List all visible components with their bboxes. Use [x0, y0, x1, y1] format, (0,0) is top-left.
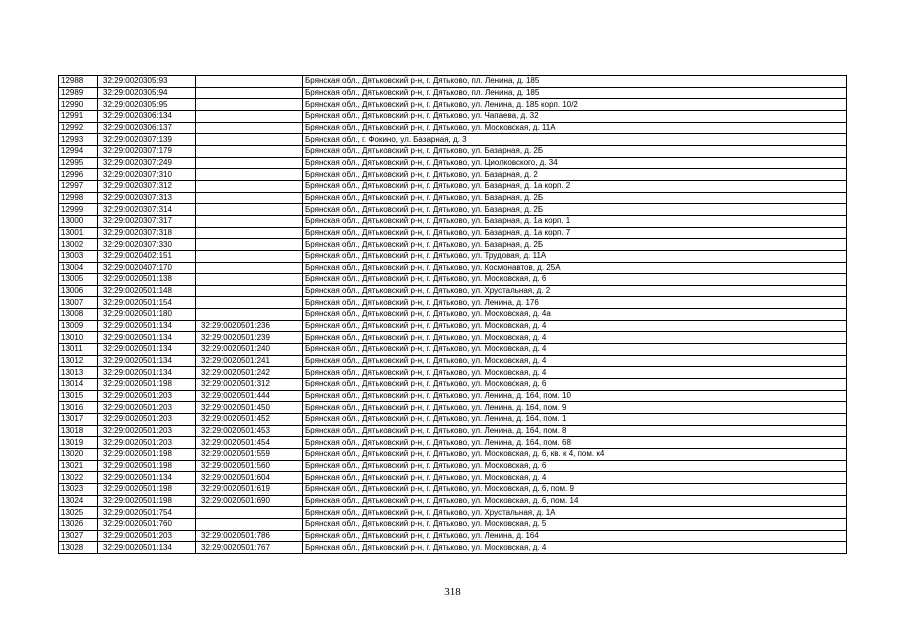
cadastral-table — [58, 75, 847, 554]
parent-cadastral-number-cell — [196, 122, 303, 134]
address-cell: Брянская обл., Дятьковский р-н, г. Дятьково, ул. Московская, д. 6 — [303, 274, 847, 286]
table-row — [59, 134, 847, 146]
table-row — [59, 460, 847, 472]
address-cell: Брянская обл., Дятьковский р-н, г. Дятьково, ул. Циолковского, д. 34 — [303, 157, 847, 169]
cadastral-number-cell: 32:29:0020501:203 — [98, 390, 196, 402]
row-number-cell: 13009 — [59, 320, 98, 332]
cadastral-number-cell: 32:29:0020501:134 — [98, 472, 196, 484]
cadastral-number-cell: 32:29:0020501:203 — [98, 437, 196, 449]
table-row — [59, 227, 847, 239]
cadastral-number-cell: 32:29:0020402:151 — [98, 250, 196, 262]
table-row — [59, 495, 847, 507]
address-cell: Брянская обл., Дятьковский р-н, г. Дятьково, ул. Базарная, д. 1а корп. 7 — [303, 227, 847, 239]
address-cell: Брянская обл., Дятьковский р-н, г. Дятьково, ул. Московская, д. 4 — [303, 320, 847, 332]
table-row — [59, 274, 847, 286]
cadastral-number-cell: 32:29:0020501:134 — [98, 320, 196, 332]
parent-cadastral-number-cell — [196, 192, 303, 204]
table-row — [59, 297, 847, 309]
table-row — [59, 169, 847, 181]
row-number-cell: 12997 — [59, 180, 98, 192]
table-row — [59, 507, 847, 519]
table-row — [59, 157, 847, 169]
parent-cadastral-number-cell — [196, 239, 303, 251]
cadastral-number-cell: 32:29:0020307:314 — [98, 204, 196, 216]
cadastral-number-cell: 32:29:0020307:310 — [98, 169, 196, 181]
cadastral-number-cell: 32:29:0020307:139 — [98, 134, 196, 146]
table-row — [59, 379, 847, 391]
table-row — [59, 204, 847, 216]
cadastral-number-cell: 32:29:0020501:154 — [98, 297, 196, 309]
cadastral-number-cell: 32:29:0020501:134 — [98, 332, 196, 344]
cadastral-number-cell: 32:29:0020501:134 — [98, 542, 196, 554]
parent-cadastral-number-cell — [196, 518, 303, 530]
address-cell: Брянская обл., Дятьковский р-н, г. Дятьково, ул. Ленина, д. 164, пом. 9 — [303, 402, 847, 414]
address-cell: Брянская обл., Дятьковский р-н, г. Дятьково, ул. Ленина, д. 164 — [303, 530, 847, 542]
parent-cadastral-number-cell: 32:29:0020501:239 — [196, 332, 303, 344]
address-cell: Брянская обл., Дятьковский р-н, г. Дятьково, ул. Базарная, д. 2Б — [303, 204, 847, 216]
address-cell: Брянская обл., Дятьковский р-н, г. Дятьково, ул. Базарная, д. 2Б — [303, 192, 847, 204]
parent-cadastral-number-cell: 32:29:0020501:767 — [196, 542, 303, 554]
row-number-cell: 13011 — [59, 344, 98, 356]
address-cell: Брянская обл., Дятьковский р-н, г. Дятьково, ул. Ленина, д. 185 корп. 10/2 — [303, 99, 847, 111]
address-cell: Брянская обл., Дятьковский р-н, г. Дятьково, ул. Московская, д. 4а — [303, 309, 847, 321]
address-cell: Брянская обл., Дятьковский р-н, г. Дятьково, ул. Московская, д. 6, пом. 9 — [303, 483, 847, 495]
row-number-cell: 12996 — [59, 169, 98, 181]
parent-cadastral-number-cell: 32:29:0020501:242 — [196, 367, 303, 379]
table-row — [59, 239, 847, 251]
row-number-cell: 12999 — [59, 204, 98, 216]
parent-cadastral-number-cell: 32:29:0020501:452 — [196, 414, 303, 426]
parent-cadastral-number-cell — [196, 227, 303, 239]
cadastral-number-cell: 32:29:0020305:93 — [98, 76, 196, 88]
address-cell: Брянская обл., Дятьковский р-н, г. Дятьково, ул. Московская, д. 6, кв. к 4, пом. к4 — [303, 449, 847, 461]
address-cell: Брянская обл., Дятьковский р-н, г. Дятьково, ул. Московская, д. 4 — [303, 355, 847, 367]
address-cell: Брянская обл., Дятьковский р-н, г. Дятьково, ул. Чапаева, д. 32 — [303, 110, 847, 122]
table-row — [59, 367, 847, 379]
table-row — [59, 285, 847, 297]
cadastral-number-cell: 32:29:0020501:148 — [98, 285, 196, 297]
cadastral-number-cell: 32:29:0020501:754 — [98, 507, 196, 519]
row-number-cell: 13027 — [59, 530, 98, 542]
row-number-cell: 13025 — [59, 507, 98, 519]
address-cell: Брянская обл., Дятьковский р-н, г. Дятьково, ул. Ленина, д. 164, пом. 8 — [303, 425, 847, 437]
address-cell: Брянская обл., Дятьковский р-н, г. Дятьково, ул. Базарная, д. 2Б — [303, 239, 847, 251]
parent-cadastral-number-cell — [196, 110, 303, 122]
cadastral-number-cell: 32:29:0020307:313 — [98, 192, 196, 204]
address-cell: Брянская обл., Дятьковский р-н, г. Дятьково, ул. Хрустальная, д. 1А — [303, 507, 847, 519]
row-number-cell: 13004 — [59, 262, 98, 274]
cadastral-number-cell: 32:29:0020501:138 — [98, 274, 196, 286]
table-row — [59, 518, 847, 530]
row-number-cell: 13002 — [59, 239, 98, 251]
cadastral-number-cell: 32:29:0020307:179 — [98, 145, 196, 157]
address-cell: Брянская обл., Дятьковский р-н, г. Дятьково, ул. Хрустальная, д. 2 — [303, 285, 847, 297]
cadastral-number-cell: 32:29:0020501:134 — [98, 367, 196, 379]
row-number-cell: 13026 — [59, 518, 98, 530]
address-cell: Брянская обл., г. Фокино, ул. Базарная, д. 3 — [303, 134, 847, 146]
row-number-cell: 13010 — [59, 332, 98, 344]
address-cell: Брянская обл., Дятьковский р-н, г. Дятьково, ул. Базарная, д. 2 — [303, 169, 847, 181]
parent-cadastral-number-cell: 32:29:0020501:453 — [196, 425, 303, 437]
table-row — [59, 483, 847, 495]
table-row — [59, 145, 847, 157]
cadastral-number-cell: 32:29:0020307:312 — [98, 180, 196, 192]
address-cell: Брянская обл., Дятьковский р-н, г. Дятьково, ул. Московская, д. 4 — [303, 344, 847, 356]
address-cell: Брянская обл., Дятьковский р-н, г. Дятьково, ул. Ленина, д. 164, пом. 1 — [303, 414, 847, 426]
row-number-cell: 12992 — [59, 122, 98, 134]
parent-cadastral-number-cell — [196, 157, 303, 169]
address-cell: Брянская обл., Дятьковский р-н, г. Дятьково, ул. Ленина, д. 164, пом. 10 — [303, 390, 847, 402]
row-number-cell: 13024 — [59, 495, 98, 507]
parent-cadastral-number-cell — [196, 250, 303, 262]
address-cell: Брянская обл., Дятьковский р-н, г. Дятьково, ул. Московская, д. 11А — [303, 122, 847, 134]
table-row — [59, 414, 847, 426]
cadastral-number-cell: 32:29:0020501:198 — [98, 483, 196, 495]
parent-cadastral-number-cell — [196, 274, 303, 286]
cadastral-number-cell: 32:29:0020306:137 — [98, 122, 196, 134]
address-cell: Брянская обл., Дятьковский р-н, г. Дятьково, ул. Московская, д. 6, пом. 14 — [303, 495, 847, 507]
address-cell: Брянская обл., Дятьковский р-н, г. Дятьково, ул. Базарная, д. 1а корп. 2 — [303, 180, 847, 192]
table-row — [59, 472, 847, 484]
row-number-cell: 13021 — [59, 460, 98, 472]
table-row — [59, 309, 847, 321]
row-number-cell: 13013 — [59, 367, 98, 379]
address-cell: Брянская обл., Дятьковский р-н, г. Дятьково, ул. Московская, д. 6 — [303, 460, 847, 472]
row-number-cell: 12989 — [59, 87, 98, 99]
parent-cadastral-number-cell: 32:29:0020501:604 — [196, 472, 303, 484]
row-number-cell: 13019 — [59, 437, 98, 449]
cadastral-number-cell: 32:29:0020307:249 — [98, 157, 196, 169]
address-cell: Брянская обл., Дятьковский р-н, г. Дятьково, ул. Московская, д. 5 — [303, 518, 847, 530]
address-cell: Брянская обл., Дятьковский р-н, г. Дятьково, ул. Базарная, д. 1а корп. 1 — [303, 215, 847, 227]
cadastral-number-cell: 32:29:0020307:330 — [98, 239, 196, 251]
parent-cadastral-number-cell — [196, 87, 303, 99]
row-number-cell: 13023 — [59, 483, 98, 495]
row-number-cell: 13020 — [59, 449, 98, 461]
cadastral-number-cell: 32:29:0020501:198 — [98, 379, 196, 391]
row-number-cell: 13000 — [59, 215, 98, 227]
table-row — [59, 250, 847, 262]
table-row — [59, 99, 847, 111]
cadastral-number-cell: 32:29:0020307:318 — [98, 227, 196, 239]
address-cell: Брянская обл., Дятьковский р-н, г. Дятьково, ул. Ленина, д. 176 — [303, 297, 847, 309]
address-cell: Брянская обл., Дятьковский р-н, г. Дятьково, пл. Ленина, д. 185 — [303, 76, 847, 88]
table-row — [59, 425, 847, 437]
table-row — [59, 215, 847, 227]
row-number-cell: 12994 — [59, 145, 98, 157]
table-row — [59, 87, 847, 99]
row-number-cell: 12993 — [59, 134, 98, 146]
table-row — [59, 110, 847, 122]
row-number-cell: 12998 — [59, 192, 98, 204]
table-row — [59, 344, 847, 356]
row-number-cell: 13003 — [59, 250, 98, 262]
cadastral-number-cell: 32:29:0020501:180 — [98, 309, 196, 321]
cadastral-number-cell: 32:29:0020306:134 — [98, 110, 196, 122]
parent-cadastral-number-cell — [196, 145, 303, 157]
parent-cadastral-number-cell: 32:29:0020501:454 — [196, 437, 303, 449]
address-cell: Брянская обл., Дятьковский р-н, г. Дятьково, ул. Трудовая, д. 11А — [303, 250, 847, 262]
table-row — [59, 355, 847, 367]
row-number-cell: 13017 — [59, 414, 98, 426]
row-number-cell: 13001 — [59, 227, 98, 239]
cadastral-number-cell: 32:29:0020501:134 — [98, 355, 196, 367]
table-row — [59, 437, 847, 449]
row-number-cell: 13006 — [59, 285, 98, 297]
address-cell: Брянская обл., Дятьковский р-н, г. Дятьково, ул. Московская, д. 4 — [303, 367, 847, 379]
cadastral-number-cell: 32:29:0020501:198 — [98, 460, 196, 472]
table-row — [59, 449, 847, 461]
table-row — [59, 390, 847, 402]
parent-cadastral-number-cell: 32:29:0020501:560 — [196, 460, 303, 472]
table-row — [59, 402, 847, 414]
cadastral-number-cell: 32:29:0020501:134 — [98, 344, 196, 356]
table-row — [59, 320, 847, 332]
cadastral-number-cell: 32:29:0020501:203 — [98, 402, 196, 414]
parent-cadastral-number-cell: 32:29:0020501:444 — [196, 390, 303, 402]
cadastral-number-cell: 32:29:0020501:760 — [98, 518, 196, 530]
parent-cadastral-number-cell: 32:29:0020501:241 — [196, 355, 303, 367]
parent-cadastral-number-cell — [196, 309, 303, 321]
row-number-cell: 13015 — [59, 390, 98, 402]
row-number-cell: 13022 — [59, 472, 98, 484]
parent-cadastral-number-cell: 32:29:0020501:786 — [196, 530, 303, 542]
row-number-cell: 12995 — [59, 157, 98, 169]
table-row — [59, 76, 847, 88]
row-number-cell: 13028 — [59, 542, 98, 554]
address-cell: Брянская обл., Дятьковский р-н, г. Дятьково, ул. Московская, д. 4 — [303, 332, 847, 344]
address-cell: Брянская обл., Дятьковский р-н, г. Дятьково, ул. Ленина, д. 164, пом. 68 — [303, 437, 847, 449]
table-row — [59, 192, 847, 204]
address-cell: Брянская обл., Дятьковский р-н, г. Дятьково, ул. Космонавтов, д. 25А — [303, 262, 847, 274]
parent-cadastral-number-cell — [196, 180, 303, 192]
row-number-cell: 13018 — [59, 425, 98, 437]
cadastral-number-cell: 32:29:0020501:203 — [98, 530, 196, 542]
row-number-cell: 13008 — [59, 309, 98, 321]
table-body — [59, 76, 847, 554]
parent-cadastral-number-cell — [196, 507, 303, 519]
table-row — [59, 262, 847, 274]
parent-cadastral-number-cell — [196, 204, 303, 216]
parent-cadastral-number-cell — [196, 285, 303, 297]
cadastral-number-cell: 32:29:0020501:203 — [98, 414, 196, 426]
page-number: 318 — [444, 586, 461, 598]
row-number-cell: 12988 — [59, 76, 98, 88]
parent-cadastral-number-cell: 32:29:0020501:312 — [196, 379, 303, 391]
address-cell: Брянская обл., Дятьковский р-н, г. Дятьково, ул. Московская, д. 6 — [303, 379, 847, 391]
address-cell: Брянская обл., Дятьковский р-н, г. Дятьково, ул. Базарная, д. 2Б — [303, 145, 847, 157]
parent-cadastral-number-cell: 32:29:0020501:236 — [196, 320, 303, 332]
cadastral-number-cell: 32:29:0020501:198 — [98, 495, 196, 507]
table-row — [59, 530, 847, 542]
cadastral-number-cell: 32:29:0020305:94 — [98, 87, 196, 99]
parent-cadastral-number-cell — [196, 215, 303, 227]
cadastral-number-cell: 32:29:0020307:317 — [98, 215, 196, 227]
address-cell: Брянская обл., Дятьковский р-н, г. Дятьково, ул. Московская, д. 4 — [303, 542, 847, 554]
parent-cadastral-number-cell: 32:29:0020501:690 — [196, 495, 303, 507]
parent-cadastral-number-cell — [196, 169, 303, 181]
row-number-cell: 13014 — [59, 379, 98, 391]
row-number-cell: 13005 — [59, 274, 98, 286]
table-row — [59, 332, 847, 344]
address-cell: Брянская обл., Дятьковский р-н, г. Дятьково, ул. Московская, д. 4 — [303, 472, 847, 484]
cadastral-number-cell: 32:29:0020501:203 — [98, 425, 196, 437]
row-number-cell: 13012 — [59, 355, 98, 367]
address-cell: Брянская обл., Дятьковский р-н, г. Дятьково, пл. Ленина, д. 185 — [303, 87, 847, 99]
row-number-cell: 12990 — [59, 99, 98, 111]
parent-cadastral-number-cell: 32:29:0020501:619 — [196, 483, 303, 495]
table-row — [59, 542, 847, 554]
parent-cadastral-number-cell — [196, 134, 303, 146]
parent-cadastral-number-cell — [196, 262, 303, 274]
parent-cadastral-number-cell — [196, 76, 303, 88]
parent-cadastral-number-cell — [196, 297, 303, 309]
parent-cadastral-number-cell: 32:29:0020501:240 — [196, 344, 303, 356]
cadastral-number-cell: 32:29:0020407:170 — [98, 262, 196, 274]
row-number-cell: 13007 — [59, 297, 98, 309]
parent-cadastral-number-cell: 32:29:0020501:450 — [196, 402, 303, 414]
table-row — [59, 180, 847, 192]
cadastral-number-cell: 32:29:0020305:95 — [98, 99, 196, 111]
cadastral-number-cell: 32:29:0020501:198 — [98, 449, 196, 461]
parent-cadastral-number-cell — [196, 99, 303, 111]
row-number-cell: 12991 — [59, 110, 98, 122]
table-row — [59, 122, 847, 134]
parent-cadastral-number-cell: 32:29:0020501:559 — [196, 449, 303, 461]
row-number-cell: 13016 — [59, 402, 98, 414]
